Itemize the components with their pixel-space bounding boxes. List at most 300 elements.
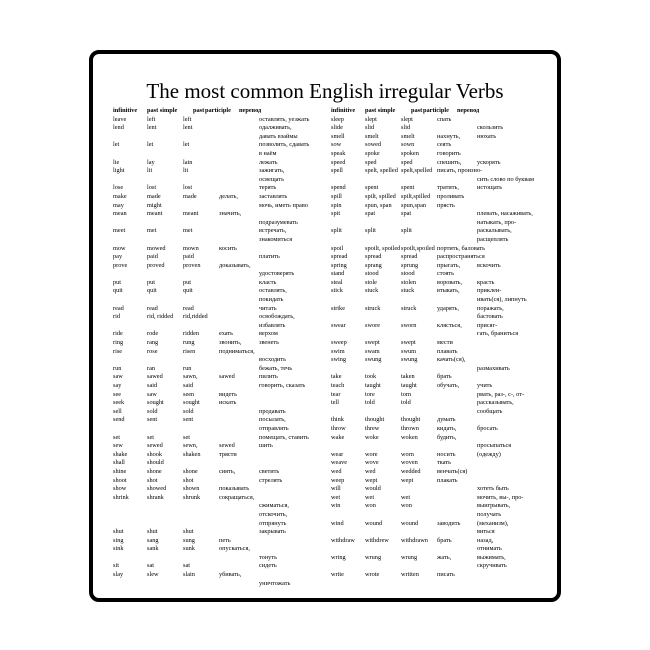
table-row (113, 159, 335, 168)
table-row (331, 554, 553, 563)
table-row (113, 373, 335, 382)
cell-translation-cont: отнимать (477, 545, 502, 553)
cell-past-participle: swept (401, 339, 416, 347)
cell-past-participle: mown (183, 244, 199, 252)
cell-translation: мести (437, 339, 453, 347)
cell-infinitive: sleep (331, 115, 344, 123)
cell-past-simple: rid, ridded (147, 313, 174, 321)
table-row (113, 554, 335, 563)
cell-past-participle: struck (401, 304, 417, 312)
cell-translation-cont: раскалывать, (477, 227, 512, 235)
table-row (331, 434, 553, 443)
cell-translation-cont: отпрянуть (259, 519, 287, 527)
cell-infinitive: shut (113, 528, 124, 536)
cell-translation-cont: лежать (259, 158, 278, 166)
header-infinitive: infinitive (113, 107, 138, 114)
table-row (331, 511, 553, 520)
cell-past-simple: should (147, 459, 164, 467)
cell-past-simple: threw (365, 424, 380, 432)
cell-infinitive: ride (113, 330, 123, 338)
cell-past-participle: made (183, 192, 197, 200)
cell-infinitive: withdraw (331, 536, 355, 544)
cell-past-participle: wept (401, 476, 414, 484)
cell-translation: sewed (219, 442, 235, 450)
cell-past-participle: left (183, 115, 192, 123)
cell-translation-cont: подразумевать (259, 218, 298, 226)
cell-infinitive: run (113, 364, 122, 372)
cell-past-simple: put (147, 278, 156, 286)
cell-past-participle: sworn (401, 321, 417, 329)
table-row (113, 296, 335, 305)
cell-infinitive: meet (113, 227, 126, 235)
table-row (113, 133, 335, 142)
table-row (331, 210, 553, 219)
cell-past-participle: sunk (183, 545, 195, 553)
cell-infinitive: wed (331, 467, 342, 475)
table-row (113, 150, 335, 159)
cell-past-simple: let (147, 141, 154, 149)
verbs-table-left (113, 107, 335, 592)
table-row (113, 382, 335, 391)
cell-past-participle: rid,ridded (183, 313, 208, 321)
cell-past-simple: said (147, 382, 158, 389)
cell-translation: жать, (437, 553, 452, 561)
cell-infinitive: speak (331, 149, 346, 157)
cell-past-participle: shrunk (183, 493, 201, 501)
cell-past-participle: risen (183, 347, 196, 355)
cell-past-simple: wound (365, 519, 383, 527)
cell-past-simple: set (147, 433, 154, 441)
cell-past-simple: showed (147, 485, 167, 493)
cell-past-simple: sold (147, 407, 158, 415)
cell-translation: портить, баловать (437, 244, 485, 252)
cell-past-participle: seen (183, 390, 195, 398)
cell-translation: клясться, (437, 321, 462, 329)
cell-translation: спать (437, 115, 452, 123)
cell-infinitive: wear (331, 450, 344, 458)
cell-past-participle: slept (401, 115, 413, 123)
cell-translation-cont: терять (259, 184, 277, 192)
cell-past-participle: won (401, 502, 412, 510)
cell-past-simple: sat (147, 562, 154, 570)
table-row (331, 270, 553, 279)
table-row (331, 227, 553, 236)
verbs-table-right (331, 107, 553, 592)
cell-past-participle: thought (401, 416, 421, 424)
cell-translation-cont: верхом (259, 330, 278, 338)
table-row (113, 330, 335, 339)
cell-past-participle: wet (401, 493, 411, 501)
cell-past-simple: slew (147, 571, 159, 579)
cell-past-participle: spoken (401, 149, 419, 157)
cell-infinitive: teach (331, 382, 345, 389)
table-row (113, 305, 335, 314)
cell-translation-cont: бежать, течь (259, 364, 293, 372)
cell-past-simple: rang (147, 339, 159, 347)
cell-translation-cont: расщеплять (477, 235, 509, 243)
cell-translation-cont: отправлять (259, 424, 289, 432)
cell-translation-cont: сообщать (477, 407, 503, 415)
cell-past-participle: sped (401, 158, 413, 166)
table-row (331, 279, 553, 288)
cell-past-participle: said (183, 382, 194, 389)
cell-infinitive: send (113, 416, 125, 424)
cell-translation-cont: знакомиться (259, 235, 293, 243)
cell-translation-cont: восходить (259, 356, 287, 364)
cell-past-simple: wed (365, 467, 376, 475)
table-header-row (331, 107, 553, 116)
cell-past-participle: told (401, 399, 411, 407)
cell-infinitive: spin (331, 201, 342, 209)
cell-past-simple: rode (147, 330, 159, 338)
cell-past-simple: sought (147, 399, 164, 407)
cell-translation-cont: учить (477, 382, 493, 389)
cell-past-simple: lost (147, 184, 157, 192)
cell-translation-cont: нюхать (477, 132, 497, 140)
cell-infinitive: read (113, 304, 124, 312)
cell-past-simple: spat (365, 210, 376, 218)
cell-infinitive: spit (331, 210, 341, 218)
cell-translation-cont: тонуть (259, 553, 277, 561)
cell-translation-cont: сжиматься, (259, 502, 289, 510)
cell-translation-cont: бастовать (477, 313, 503, 321)
table-row (331, 159, 553, 168)
table-row (331, 262, 553, 271)
cell-infinitive: spend (331, 184, 346, 192)
cell-infinitive: smell (331, 132, 345, 140)
cell-infinitive: take (331, 373, 342, 381)
cell-translation: трясти (219, 450, 237, 458)
table-row (113, 434, 335, 443)
cell-past-participle: shut (183, 528, 194, 536)
cell-past-participle: lit (183, 167, 189, 175)
table-row (113, 425, 335, 434)
cell-past-simple: sowed (365, 141, 382, 149)
cell-past-simple: spoke (365, 149, 380, 157)
table-row (331, 451, 553, 460)
table-row (331, 442, 553, 451)
table-row (113, 356, 335, 365)
cell-infinitive: light (113, 167, 125, 175)
cell-past-participle: let (183, 141, 190, 149)
cell-translation: заводить (437, 519, 461, 527)
header-past-simple: past simple (365, 107, 396, 114)
cell-past-simple: lit (147, 167, 153, 175)
cell-past-simple: slept (365, 115, 377, 123)
table-row (113, 176, 335, 185)
table-row (331, 167, 553, 176)
cell-translation-cont: мочь, иметь право (259, 201, 308, 209)
table-row (113, 279, 335, 288)
cell-translation: обучать, (437, 382, 460, 389)
cell-past-simple: sewed (147, 442, 163, 450)
table-row (331, 296, 553, 305)
header-past-simple: past simple (147, 107, 178, 114)
cell-past-participle: quit (183, 287, 193, 295)
cell-translation-cont: рвать, раз-, с-, от- (477, 390, 525, 398)
table-row (331, 133, 553, 142)
cell-translation: воровать, (437, 278, 463, 286)
cell-translation-cont: приклеи- (477, 287, 502, 295)
cell-past-simple: swam (365, 347, 380, 355)
table-row (331, 219, 553, 228)
cell-infinitive: quit (113, 287, 123, 295)
cell-past-participle: put (183, 278, 192, 286)
cell-translation-cont: просыпаться (477, 442, 512, 450)
cell-translation-cont: присяг- (477, 321, 498, 329)
cell-past-participle: taught (401, 382, 417, 389)
cell-infinitive: sweep (331, 339, 347, 347)
cell-infinitive: swear (331, 321, 346, 329)
table-row (113, 477, 335, 486)
table-row (113, 485, 335, 494)
cell-past-simple: saw (147, 390, 157, 398)
table-row (113, 365, 335, 374)
cell-translation: нахнуть, (437, 132, 461, 140)
cell-past-participle: smelt (401, 132, 415, 140)
cell-past-participle: wound (401, 519, 419, 527)
table-row (331, 365, 553, 374)
cell-infinitive: weep (331, 476, 345, 484)
header-participle: participle (423, 107, 449, 114)
cell-translation-cont: отскочить, (259, 510, 288, 518)
cell-past-simple: spread (365, 253, 382, 261)
table-row (331, 373, 553, 382)
table-row (113, 322, 335, 331)
table-row (113, 339, 335, 348)
cell-infinitive: sell (113, 407, 122, 415)
cell-infinitive: spread (331, 253, 348, 261)
table-row (113, 451, 335, 460)
cell-translation: носить (437, 450, 456, 458)
cell-past-simple: slid (365, 124, 375, 132)
cell-past-participle: swum (401, 347, 417, 355)
cell-translation-cont: размахивать (477, 364, 510, 372)
cell-translation-cont: продавать (259, 407, 286, 415)
cell-past-simple: sprang (365, 261, 382, 269)
cell-past-participle: shot (183, 476, 194, 484)
cell-past-simple: spent (365, 184, 379, 192)
cell-translation-cont: освещать (259, 175, 284, 183)
cell-infinitive: put (113, 278, 122, 286)
cell-infinitive: shoot (113, 476, 127, 484)
cell-translation-cont: скользить (477, 124, 504, 132)
cell-translation-cont: виться (477, 528, 495, 536)
cell-translation-cont: покидать (259, 296, 284, 304)
cell-past-simple: shut (147, 528, 158, 536)
header-past: past (411, 107, 423, 114)
table-row (113, 245, 335, 254)
table-row (113, 562, 335, 571)
cell-past-participle: sewn, (183, 442, 198, 450)
cell-past-simple: lent (147, 124, 157, 132)
cell-past-simple: took (365, 373, 377, 381)
cell-past-simple: sang (147, 536, 159, 544)
cell-translation: косить (219, 244, 237, 252)
cell-translation: плакать (437, 476, 458, 484)
cell-past-participle: spun,span (401, 201, 427, 209)
table-row (113, 545, 335, 554)
cell-translation: sawed (219, 373, 235, 381)
table-row (113, 262, 335, 271)
cell-past-simple: swore (365, 321, 381, 329)
cell-past-participle: paid (183, 253, 194, 261)
cell-infinitive: sow (331, 141, 342, 149)
cell-past-simple: met (147, 227, 157, 235)
cell-infinitive: show (113, 485, 127, 493)
cell-past-simple: sped (365, 158, 377, 166)
cell-past-participle: meant (183, 210, 199, 218)
cell-translation: втыкать, (437, 287, 460, 295)
table-row (113, 210, 335, 219)
cell-infinitive: steal (331, 278, 343, 286)
cell-translation-cont: посылать, (259, 416, 286, 424)
cell-infinitive: wring (331, 553, 346, 561)
cell-past-simple: mowed (147, 244, 166, 252)
cell-past-simple: won (365, 502, 376, 510)
cell-translation-cont: рассказывать, (477, 399, 514, 407)
table-row (331, 416, 553, 425)
cell-past-participle: wedded (401, 467, 421, 475)
table-row (113, 124, 335, 133)
table-row (331, 477, 553, 486)
cell-infinitive: wind (331, 519, 344, 527)
cell-translation: делать, (219, 192, 238, 200)
cell-past-simple: smelt (365, 132, 379, 140)
table-row (331, 502, 553, 511)
table-row (113, 520, 335, 529)
cell-infinitive: weave (331, 459, 348, 467)
table-row (113, 116, 335, 125)
cell-past-participle: written (401, 571, 419, 579)
table-row (113, 287, 335, 296)
cell-infinitive: shine (113, 467, 127, 475)
cell-past-participle: spread (401, 253, 418, 261)
cell-infinitive: sink (113, 545, 124, 553)
cell-past-simple: withdrew (365, 536, 389, 544)
table-row (331, 202, 553, 211)
cell-past-simple: rose (147, 347, 158, 355)
cell-past-simple: stuck (365, 287, 379, 295)
table-row (113, 202, 335, 211)
cell-translation: будить, (437, 433, 457, 441)
cell-past-simple: wrote (365, 571, 380, 579)
table-row (113, 391, 335, 400)
cell-translation: сеять (437, 141, 452, 149)
cell-past-participle: slid (401, 124, 411, 132)
cell-past-participle: swung (401, 356, 418, 364)
table-row (331, 193, 553, 202)
cell-translation-cont: (одежду) (477, 450, 501, 458)
cell-infinitive: shall (113, 459, 125, 467)
cell-past-participle: sought (183, 399, 200, 407)
table-row (331, 313, 553, 322)
cell-past-simple: proved (147, 261, 165, 269)
cell-infinitive: shake (113, 450, 128, 458)
table-row (113, 494, 335, 503)
cell-past-participle: stolen (401, 278, 417, 286)
cell-past-participle: spelt,spelled (401, 167, 433, 175)
cell-translation: стоять (437, 270, 455, 278)
cell-translation: убивать, (219, 571, 242, 579)
table-row (331, 322, 553, 331)
cell-past-simple: taught (365, 382, 381, 389)
cell-translation: брать (437, 536, 452, 544)
cell-past-simple: left (147, 115, 156, 123)
cell-infinitive: swim (331, 347, 345, 355)
cell-past-simple: made (147, 192, 161, 200)
cell-past-participle: stuck (401, 287, 415, 295)
cell-past-participle: lost (183, 184, 193, 192)
document-frame (89, 50, 561, 602)
cell-translation-cont: позволить, сдавать (259, 141, 310, 149)
cell-translation: спешить, (437, 158, 462, 166)
cell-translation-cont: (механизм), (477, 519, 509, 527)
cell-past-simple: stood (365, 270, 379, 278)
cell-past-participle: spilt,spilled (401, 192, 431, 200)
cell-infinitive: write (331, 571, 344, 579)
cell-infinitive: lend (113, 124, 124, 132)
table-row (113, 442, 335, 451)
cell-past-participle: shown (183, 485, 200, 493)
table-row (331, 124, 553, 133)
cell-past-simple: spelt, spelled (365, 167, 398, 175)
table-row (331, 176, 553, 185)
table-row (113, 468, 335, 477)
table-row (113, 399, 335, 408)
cell-infinitive: speed (331, 158, 346, 166)
cell-translation: показывать (219, 485, 250, 493)
cell-translation: тратить, (437, 184, 459, 192)
cell-translation-cont: оставлять, уезжать (259, 115, 310, 123)
table-row (331, 545, 553, 554)
cell-past-simple: wrung (365, 553, 382, 561)
cell-translation-cont: хотеть быть (477, 485, 509, 493)
table-row (331, 236, 553, 245)
cell-past-simple: spoilt, spoiled (365, 244, 401, 252)
cell-past-participle: sold (183, 407, 194, 415)
cell-infinitive: wet (331, 493, 341, 501)
cell-infinitive: slide (331, 124, 343, 132)
cell-past-simple: woke (365, 433, 379, 441)
cell-translation-cont: скручивать (477, 562, 507, 570)
cell-past-simple: spilt, spilled (365, 192, 396, 200)
cell-past-participle: woken (401, 433, 418, 441)
table-row (331, 305, 553, 314)
cell-past-participle: wrung (401, 553, 418, 561)
cell-past-participle: sprung (401, 261, 419, 269)
table-row (113, 580, 335, 589)
cell-translation-cont: шить (259, 442, 273, 450)
cell-infinitive: rise (113, 347, 123, 355)
cell-translation-cont: освобождать, (259, 313, 295, 321)
cell-translation: прясть (437, 201, 455, 209)
table-row (331, 408, 553, 417)
header-translation: перевод (457, 107, 480, 114)
cell-infinitive: ring (113, 339, 124, 347)
cell-past-simple: shrank (147, 493, 164, 501)
table-row (113, 528, 335, 537)
table-row (331, 562, 553, 571)
cell-infinitive: seek (113, 399, 125, 407)
cell-past-participle: sown (401, 141, 415, 149)
cell-infinitive: tear (331, 390, 341, 398)
cell-past-simple: read (147, 304, 158, 312)
cell-past-participle: lain (183, 158, 193, 166)
cell-past-simple: struck (365, 304, 381, 312)
table-row (331, 459, 553, 468)
table-row (113, 227, 335, 236)
